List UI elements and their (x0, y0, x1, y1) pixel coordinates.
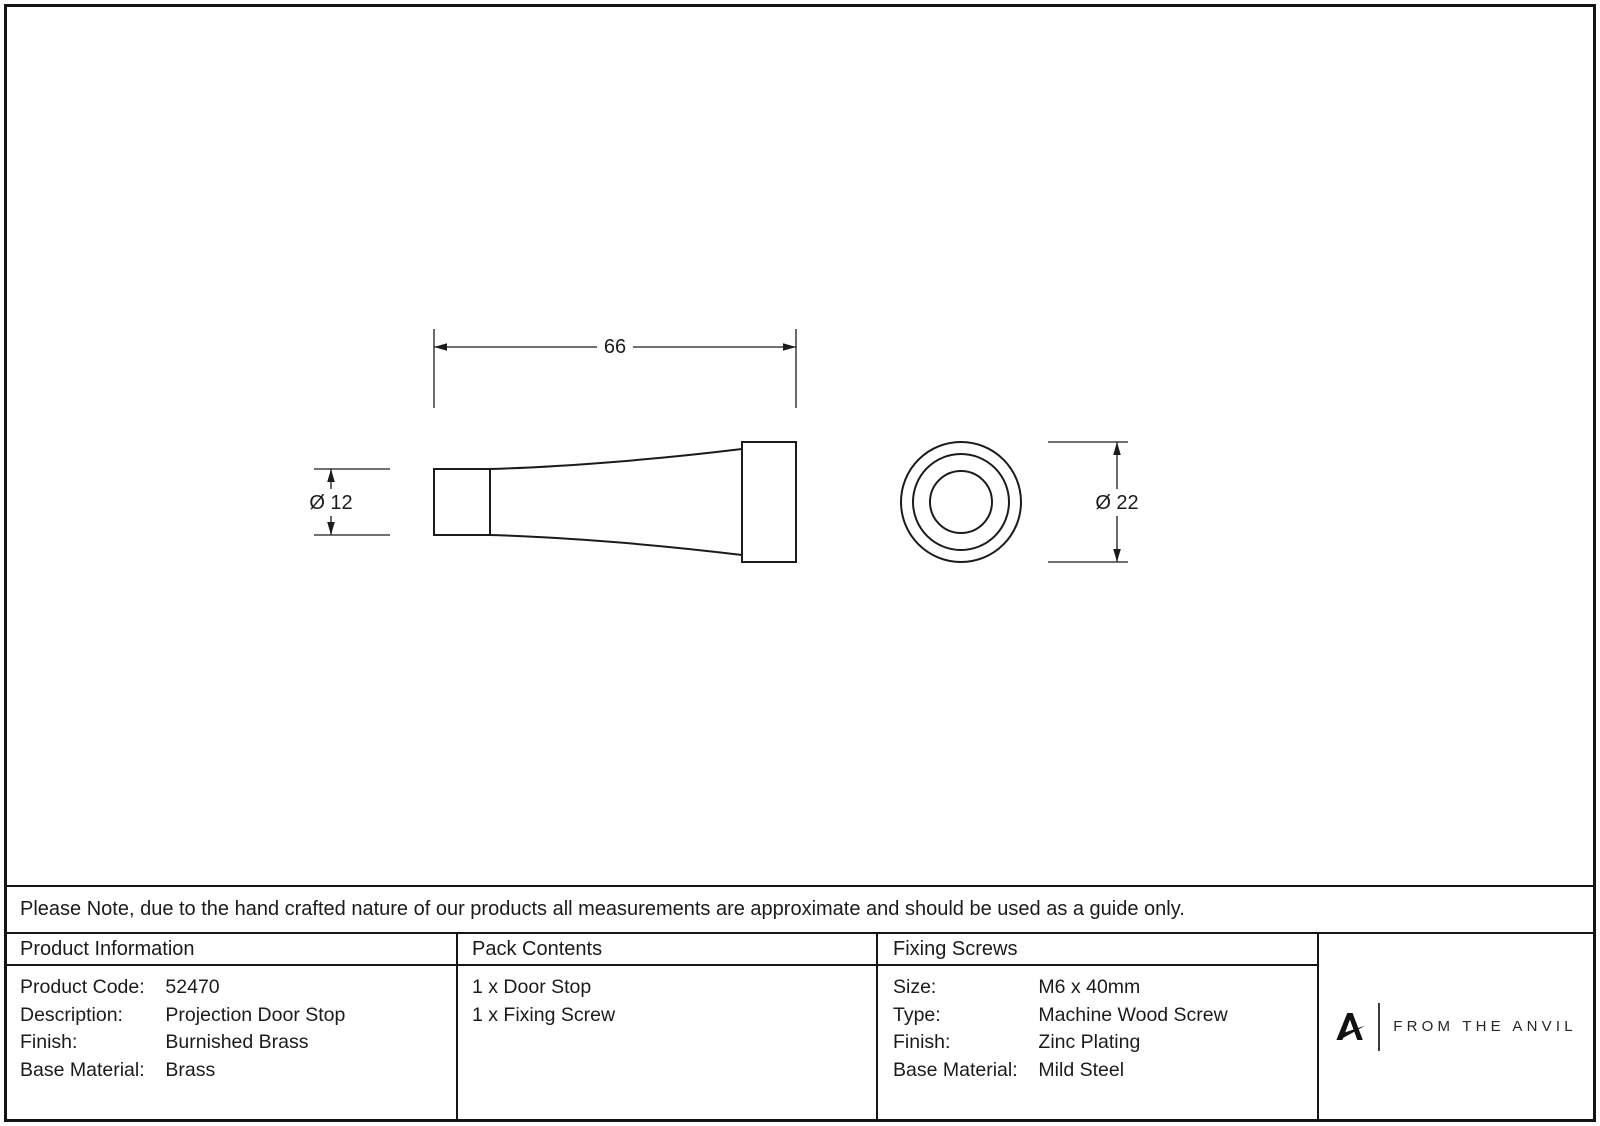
field-value: Brass (165, 1058, 216, 1081)
length-dimension-label: 66 (603, 336, 627, 358)
field-label: Product Code: (20, 976, 145, 998)
field-value: 52470 (165, 976, 220, 998)
table-row (20, 1029, 440, 1057)
product-information-header: Product Information (20, 937, 195, 960)
field-label: Description: (20, 1003, 123, 1026)
fixing-screws-header: Fixing Screws (893, 937, 1018, 960)
brand-name: FROM THE ANVIL (1393, 1018, 1577, 1035)
field-value: Machine Wood Screw (1038, 1003, 1228, 1026)
anvil-logo-icon (1335, 1013, 1365, 1041)
brand-divider (1378, 1003, 1380, 1051)
field-label: Finish: (20, 1031, 78, 1053)
base-diameter-label: Ø 22 (1095, 492, 1139, 514)
product-information-body (20, 964, 440, 1084)
pack-contents-header: Pack Contents (472, 937, 603, 960)
table-row (893, 1002, 1293, 1030)
brand-cell (1319, 934, 1593, 1119)
field-value: Projection Door Stop (165, 1003, 346, 1026)
field-label: Base Material: (893, 1058, 1018, 1081)
pack-contents-body (472, 964, 852, 1029)
table-row (20, 1002, 440, 1030)
field-label: Base Material: (20, 1058, 145, 1081)
table-row (893, 974, 1293, 1002)
field-value: Zinc Plating (1038, 1031, 1141, 1053)
tip-diameter-label: Ø 12 (309, 492, 353, 514)
field-value: Burnished Brass (165, 1031, 309, 1053)
field-value: Mild Steel (1038, 1058, 1125, 1081)
field-label: Size: (893, 976, 937, 998)
field-label: Finish: (893, 1031, 951, 1053)
list-item: 1 x Fixing Screw (472, 1003, 616, 1026)
table-row (893, 1029, 1293, 1057)
table-row (20, 974, 440, 1002)
column-separator-2 (876, 932, 878, 1119)
field-label: Type: (893, 1003, 941, 1026)
table-row (893, 1057, 1293, 1085)
table-row (20, 1057, 440, 1085)
fixing-screws-body (893, 964, 1293, 1084)
list-item: 1 x Door Stop (472, 976, 592, 998)
field-value: M6 x 40mm (1038, 976, 1141, 998)
measurement-note (20, 887, 1580, 932)
measurement-note-text: Please Note, due to the hand crafted nature of our products all measurements are approximate and should be used as a guide only. (20, 898, 1185, 920)
column-separator-1 (456, 932, 458, 1119)
